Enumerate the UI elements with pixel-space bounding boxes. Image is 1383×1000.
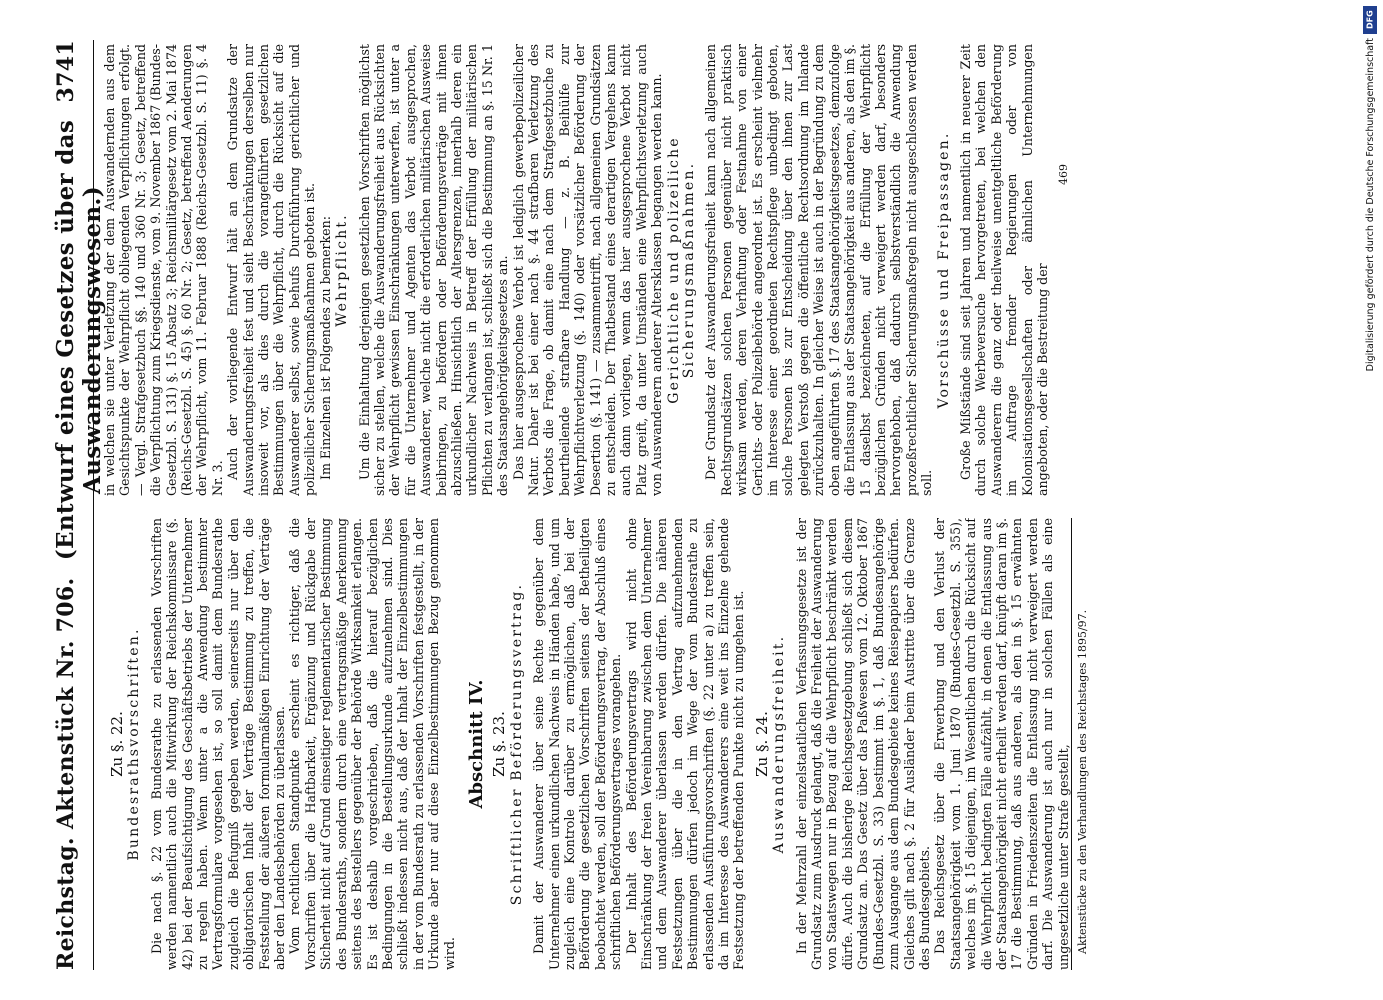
paragraph: Der Inhalt des Beförderungsvertrags wird nicht ohne Einschränkung der freien Vereinbarung zwischen dem Unternehmer und dem Auswanderer überlassen werden dürfen. Die näheren Festsetzungen über die in den Vertrag aufzunehmenden Bestimmungen dürfen jedoch im Wege der vom Bundesrathe zu erlassenden Ausführungsvorschriften (§. 22 unter a) zu treffen sein, da im Interesse des Auswanderers eine weit ins Einzelne gehende Festsetzung der betreffenden Punkte nicht zu umgehen ist. (623, 518, 747, 970)
page-number: 3741 (53, 40, 79, 103)
digitization-credit (1363, 6, 1377, 836)
paragraph: Um die Einhaltung derjenigen gesetzlichen Vorschriften möglichst sicher zu stellen, welche die Auswanderungsfreiheit aus Rücksichten der Wehrpflicht gewissen Einschränkungen unterwerfen, ist unter a für die Unternehmer und Agenten das Verbot ausgesprochen, Auswanderer, welche nicht die erforderlichen militärischen Ausweise beibringen, zu befördern oder Beförderungsverträge mit ihnen abzuschließen. Hinsichtlich der Altersgrenzen, innerhalb deren ein urkundlicher Nachweis in Betreff der Erfüllung der militärischen Pflichten zu verlangen ist, schließt sich die Bestimmung an §. 15 Nr. 1 des Staatsangehörigkeitsgesetzes an. (356, 44, 511, 496)
left-column (102, 518, 1282, 970)
header-title: (Entwurf eines Gesetzes über das Auswanderungswesen.) (52, 119, 106, 561)
paragraph: Vom rechtlichen Standpunkte erscheint es richtiger, daß die Vorschriften über die Haftbarkeit, Ergänzung und Rückgabe der Sicherheit nicht auf Grund einseitiger reglementarischer Bestimmung des Bundesraths, sondern durch eine vertragsmäßige Anerkennung seitens des Bestellers gegenüber der Behörde Wirksamkeit erlangen. Es ist deshalb vorgeschrieben, daß die hierauf bezüglichen Bedingungen in die Bestellungsurkunde aufzunehmen sind. Dies schließt indessen nicht aus, daß der Inhalt der Einzelbestimmungen in der vom Bundesrath zu erlassenden Vorschriften festgestellt, in der Urkunde aber nur auf diese Einzelbestimmungen Bezug genommen wird. (287, 518, 457, 970)
section-heading: Zu §. 23. (490, 711, 509, 777)
section-title: Auswanderungsfreiheit. (771, 634, 788, 854)
paragraph: Große Mißstände sind seit Jahren und namentlich in neuerer Zeit durch solche Werbeversuche hervorgetreten, bei welchen den Auswanderern die ganz oder theilweise unentgeltliche Beförderung im Auftrage fremder Regierungen oder von Kolonisationsgesellschaften oder ähnlichen Unternehmungen angeboten, oder die Bestreitung der (957, 44, 1050, 496)
paragraph: Im Einzelnen ist Folgendes zu bemerken: (317, 216, 333, 480)
paragraph: Das hier ausgesprochene Verbot ist lediglich gewerbepolizeilicher Natur. Daher ist bei einer nach §. 44 strafbaren Verletzung des Verbots die Frage, ob damit eine nach dem Strafgesetzbuche zu beurtheilende strafbare Handlung — z. B. Beihülfe zur Wehrpflichtverletzung (§. 140) oder vorsätzlicher Beförderung der Desertion (§. 141) — zusammentrifft, nach allgemeinen Grundsätzen zu entscheiden. Der Thatbestand eines derartigen Vergehens kann auch dann vorliegen, wenn das hier ausgesprochene Verbot nicht Platz greift, da unter Umständen eine Wehrpflichtsverletzung auch von Auswanderern anderer Altersklassen begangen werden kann. (510, 44, 665, 496)
credit-text: Digitalisierung gefördert durch die Deutsche Forschungsgemeinschaft (1364, 38, 1376, 372)
dfg-logo: DFG (1363, 6, 1377, 34)
paragraph: Damit der Auswanderer über seine Rechte gegenüber dem Unternehmer einen urkundlichen Nachweis in Händen habe, und um zugleich eine Kontrole darüber zu ermöglichen, daß bei der Beförderung die gesetzlichen Vorschriften seitens der Betheiligten beobachtet werden, soll der Beförderungsvertrag, der Abschluß eines schriftlichen Beförderungsvertrages vorangehen. (531, 518, 624, 970)
paragraph: Das Reichsgesetz über die Erwerbung und den Verlust der Staatsangehörigkeit vom 1. Juni 1870 (Bundes-Gesetzbl. S. 355), welches im §. 15 diejenigen, im Wesentlichen durch die Rücksicht auf die Wehrpflicht bedingten Fälle aufzählt, in denen die Entlassung aus der Staatsangehörigkeit nicht ertheilt werden darf, knüpft daran im §. 17 die Bestimmung, daß aus anderen, als den in §. 15 erwähnten Gründen in Friedenszeiten die Entlassung nicht verweigert werden darf. Die Auswanderung ist auch nur in solchen Fällen als eine ungesetzliche unter Strafe gestellt, (932, 518, 1071, 970)
right-column (102, 44, 1282, 496)
footnote: Aktenstücke zu den Verhandlungen des Reichstages 1895/97. (1071, 518, 1090, 970)
sheet-number: 469 (1057, 164, 1071, 185)
header-left: Reichstag. Aktenstück Nr. 706. (53, 577, 79, 970)
section-heading: Zu §. 24. (752, 711, 771, 777)
section-heading: Zu §. 22. (108, 711, 126, 777)
paragraph: in welchen sie unter Verletzung der dem Auswandernden aus dem Gesichtspunkte der Wehrpflicht obliegenden Verpflichtungen erfolgt. — Vergl. Strafgesetzbuch §§. 140 und 360 Nr. 3; Gesetz, betreffend die Verpflichtung zum Kriegsdienste, vom 9. November 1867 (Bundes-Gesetzbl. S. 131) §. 15 Absatz 3; Reichsmilitärgesetz vom 2. Mai 1874 (Reichs-Gesetzbl. S. 45) §. 60 Nr. 2; Gesetz, betreffend Aenderungen der Wehrpflicht, vom 11. Februar 1888 (Reichs-Gesetzbl. S. 11) §. 4 Nr. 3. (102, 44, 225, 496)
header-rule (93, 40, 94, 970)
subsection-title: Gerichtliche und polizeiliche Sicherungsmaßnahmen. (665, 136, 698, 404)
chapter-heading: Abschnitt IV. (465, 679, 487, 809)
paragraph: Auch der vorliegende Entwurf hält an dem Grundsatze der Auswanderungsfreiheit fest und sieht Beschränkungen derselben nur insoweit vor, als dies durch die vorangeführten gesetzlichen Bestimmungen über die Wehrpflicht, durch die Rücksicht auf die Auswanderer selbst, sowie behufs Durchführung gerichtlicher und polizeilicher Sicherungsmaßnahmen geboten ist. (225, 44, 318, 496)
page-header (52, 40, 106, 970)
paragraph: In der Mehrzahl der einzelstaatlichen Verfassungsgesetze ist der Grundsatz zum Ausdruck gelangt, daß die Freiheit der Auswanderung von Staatswegen nur in Bezug auf die Wehrpflicht beschränkt werden dürfe. Auch die bisherige Reichsgesetzgebung schließt sich diesem Grundsatz an. Das Gesetz über das Paßwesen vom 12. Oktober 1867 (Bundes-Gesetzbl. S. 33) bestimmt im §. 1, daß Bundesangehörige zum Ausgange aus dem Bundesgebiete keines Reisepapiers bedürfen. Gleiches gilt nach §. 2 für Ausländer beim Austritte über die Grenze des Bundesgebiets. (793, 518, 932, 970)
paragraph: Der Grundsatz der Auswanderungsfreiheit kann nach allgemeinen Rechtsgrundsätzen solchen Personen gegenüber nicht praktisch wirksam werden, deren Verhaftung oder Festnahme von einer Gerichts- oder Polizeibehörde angeordnet ist. Es erscheint vielmehr im Interesse einer geordneten Rechtspflege unbedingt geboten, solche Personen bis zur Entscheidung über den ihnen zur Last gelegten Verstoß gegen die öffentliche Rechtsordnung im Inlande zurückzuhalten. In gleicher Weise ist auch in der Begründung zu dem oben angeführten §. 17 des Staatsangehörigkeitsgesetzes, demzufolge die Entlassung aus der Staatsangehörigkeit aus anderen, als den im §. 15 daselbst bezeichneten, auf die Erfüllung der Wehrpflicht bezüglichen Gründen nicht verweigert werden darf, besonders hervorgehoben, daß dadurch selbstverständlich die Anwendung prozeßrechtlicher Sicherungsmaßregeln nicht ausgeschlossen werden soll. (703, 44, 935, 496)
subsection-title: Wehrpflicht. (334, 213, 351, 327)
paragraph: Die nach §. 22 vom Bundesrathe zu erlassenden Vorschriften werden namentlich auch die Mitwirkung der Reichskommissare (§. 42) bei der Beaufsichtigung des Geschäftsbetriebs der Unternehmer zu regeln haben. Wenn unter a die Anwendung bestimmter Vertragsformulare vorgesehen ist, so soll damit dem Bundesrathe zugleich die Befugniß gegeben werden, seinerseits nur über den obligatorischen Inhalt der Verträge Bestimmung zu treffen, die Feststellung der äußeren formularmäßigen Einrichtung der Verträge aber den Landesbehörden zu überlassen. (148, 518, 288, 970)
subsection-title: Vorschüsse und Freipassagen. (935, 131, 952, 409)
section-title: Bundesrathsvorschriften. (126, 627, 143, 861)
section-title: Schriftlicher Beförderungsvertrag. (508, 582, 525, 906)
